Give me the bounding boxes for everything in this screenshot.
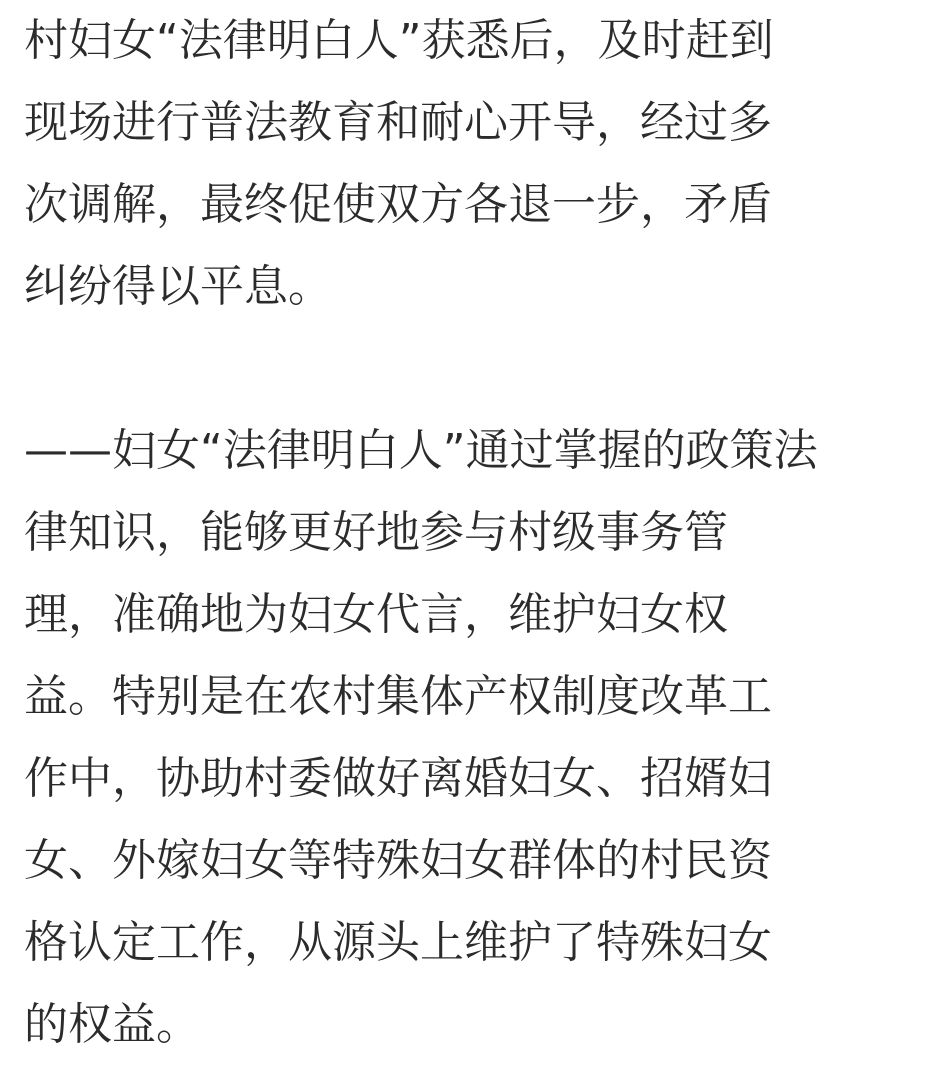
text-line: 作中，协助村委做好离婚妇女、招婿妇 (24, 753, 772, 804)
paragraph-spacer (24, 328, 924, 410)
text-line: 次调解，最终促使双方各退一步，矛盾 (24, 179, 772, 230)
text-line: 理，准确地为妇女代言，维护妇女权 (24, 589, 728, 640)
text-line: 村妇女“法律明白人”获悉后，及时赶到 (24, 15, 774, 66)
text-line: 女、外嫁妇女等特殊妇女群体的村民资 (24, 835, 772, 886)
text-line: 益。特别是在农村集体产权制度改革工 (24, 671, 772, 722)
text-line: 律知识，能够更好地参与村级事务管 (24, 507, 728, 558)
paragraph-2 (24, 410, 924, 1066)
article-body (24, 0, 924, 1066)
text-line: ——妇女“法律明白人”通过掌握的政策法 (24, 425, 818, 476)
text-line: 的权益。 (24, 999, 200, 1050)
text-line: 现场进行普法教育和耐心开导，经过多 (24, 97, 772, 148)
text-line: 格认定工作，从源头上维护了特殊妇女 (24, 917, 772, 968)
paragraph-1 (24, 0, 924, 328)
text-line: 纠纷得以平息。 (24, 261, 332, 312)
